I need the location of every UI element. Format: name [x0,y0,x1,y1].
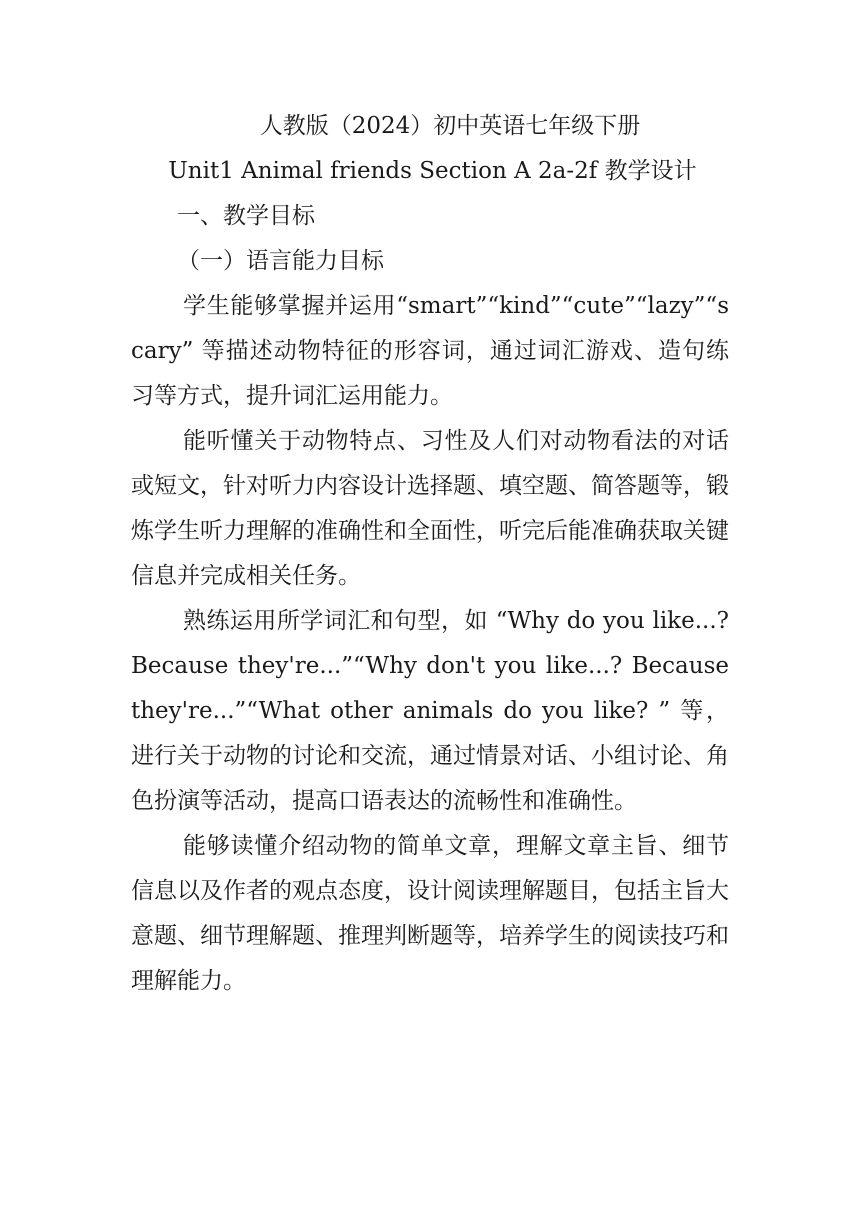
subsection-heading: （一）语言能力目标 [177,248,384,274]
document-title-line-1: 人教版（2024）初中英语七年级下册 [259,113,641,139]
paragraph-reading: 能够读懂介绍动物的简单文章，理解文章主旨、细节信息以及作者的观点态度，设计阅读理解题目，包括主旨大意题、细节理解题、推理判断题等，培养学生的阅读技巧和理解能力。 [131,833,729,994]
paragraph-speaking: 熟练运用所学词汇和句型，如 “Why do you like...? Because they're...”“Why don't you like...? Because they're...”“What other animals do you like? ” 等，进行关于动物的讨论和交流，通过情景对话、小组讨论、角色扮演等活动，提高口语表达的流畅性和准确性。 [131,608,729,814]
document-title-line-2: Unit1 Animal friends Section A 2a-2f 教学设计 [168,158,697,184]
section-heading: 一、教学目标 [177,203,315,229]
document-body [131,104,729,1004]
paragraph-listening: 能听懂关于动物特点、习性及人们对动物看法的对话或短文，针对听力内容设计选择题、填空题、简答题等，锻炼学生听力理解的准确性和全面性，听完后能准确获取关键信息并完成相关任务。 [131,428,729,589]
paragraph-vocabulary: 学生能够掌握并运用“smart”“kind”“cute”“lazy”“scary” 等描述动物特征的形容词，通过词汇游戏、造句练习等方式，提升词汇运用能力。 [131,293,729,409]
